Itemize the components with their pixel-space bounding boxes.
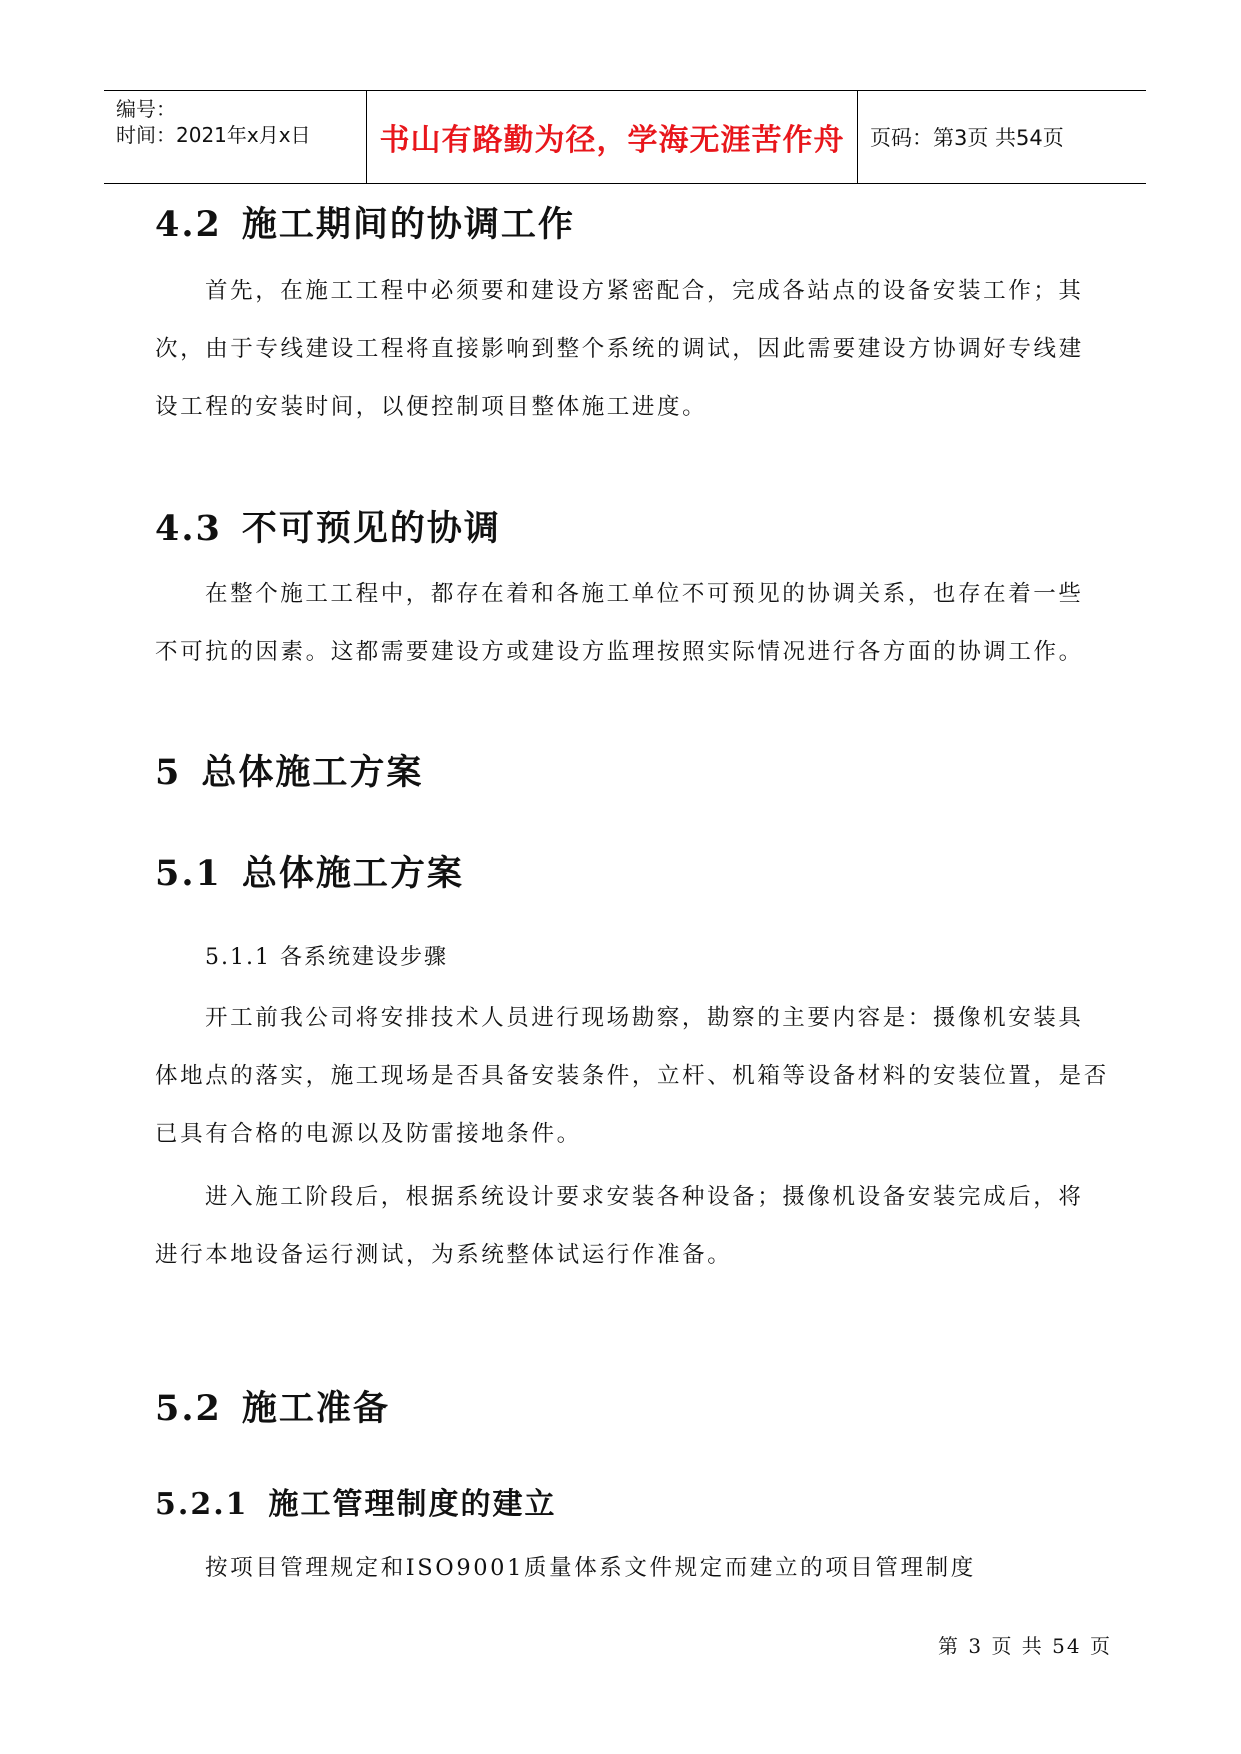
document-code-label: 编号： [116, 97, 176, 121]
paragraph-line: 设工程的安装时间，以便控制项目整体施工进度。 [155, 394, 708, 420]
paragraph-line: 次，由于专线建设工程将直接影响到整个系统的调试，因此需要建设方协调好专线建 [155, 336, 1084, 362]
paragraph-4-3 [155, 565, 1085, 681]
paragraph-5-2-1 [155, 1539, 1085, 1597]
heading-5-1 [155, 846, 464, 896]
heading-title: 施工管理制度的建立 [268, 1487, 557, 1522]
paragraph-line: 在整个施工工程中，都存在着和各施工单位不可预见的协调关系，也存在着一些 [205, 581, 1084, 607]
paragraph-line: 开工前我公司将安排技术人员进行现场勘察，勘察的主要内容是：摄像机安装具 [205, 1005, 1084, 1031]
heading-number: 5 [155, 752, 182, 793]
heading-title: 不可预见的协调 [241, 508, 501, 549]
subheading-5-1-1: 5.1.1 各系统建设步骤 [205, 945, 448, 970]
paragraph-line: 已具有合格的电源以及防雷接地条件。 [155, 1121, 582, 1147]
heading-4-3 [155, 501, 501, 551]
heading-5-2 [155, 1381, 390, 1431]
header-page-label: 页码：第3页 共54页 [870, 126, 1064, 150]
page-footer: 第 3 页 共 54 页 [938, 1634, 1112, 1658]
heading-number: 5.2.1 [155, 1487, 249, 1522]
paragraph-5-1-1-b [155, 1168, 1085, 1284]
paragraph-line: 按项目管理规定和ISO9001质量体系文件规定而建立的项目管理制度 [205, 1555, 976, 1581]
paragraph-line: 进入施工阶段后，根据系统设计要求安装各种设备；摄像机设备安装完成后，将 [205, 1184, 1084, 1210]
heading-title: 施工期间的协调工作 [241, 204, 575, 245]
paragraph-4-2 [155, 262, 1085, 436]
paragraph-line: 首先，在施工工程中必须要和建设方紧密配合，完成各站点的设备安装工作；其 [205, 278, 1084, 304]
paragraph-line: 体地点的落实，施工现场是否具备安装条件，立杆、机箱等设备材料的安装位置，是否 [155, 1063, 1109, 1089]
document-time-label: 时间：2021年x月x日 [116, 123, 311, 147]
heading-5 [155, 745, 423, 795]
header-motto: 书山有路勤为径，学海无涯苦作舟 [367, 91, 858, 183]
heading-number: 4.3 [155, 508, 222, 549]
heading-number: 5.1 [155, 853, 222, 894]
paragraph-line: 进行本地设备运行测试，为系统整体试运行作准备。 [155, 1242, 733, 1268]
header-meta-cell [104, 91, 367, 183]
heading-title: 施工准备 [241, 1388, 390, 1429]
heading-title: 总体施工方案 [241, 853, 464, 894]
heading-title: 总体施工方案 [201, 752, 424, 793]
heading-number: 4.2 [155, 204, 222, 245]
heading-number: 5.2 [155, 1388, 222, 1429]
heading-5-2-1 [155, 1479, 557, 1523]
page-header [104, 90, 1146, 184]
paragraph-5-1-1-a [155, 989, 1109, 1163]
heading-4-2 [155, 197, 575, 247]
paragraph-line: 不可抗的因素。这都需要建设方或建设方监理按照实际情况进行各方面的协调工作。 [155, 639, 1084, 665]
